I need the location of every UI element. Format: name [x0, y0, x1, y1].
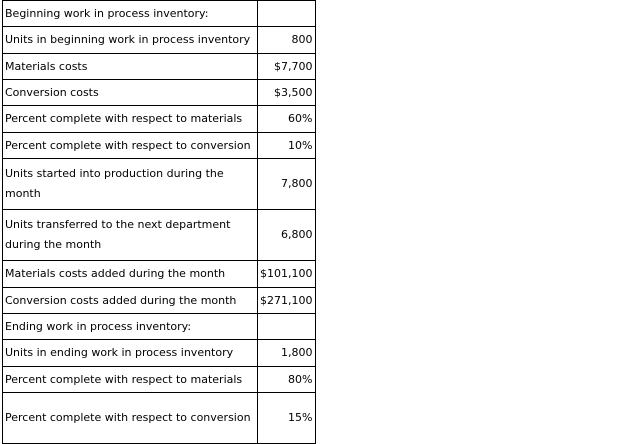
row-label: Conversion costs [3, 80, 258, 106]
row-value: 15% [258, 393, 316, 444]
table-row [3, 210, 316, 261]
table-row [3, 1, 316, 27]
row-value [258, 314, 316, 340]
row-label: Units transferred to the next department during the month [3, 210, 258, 261]
row-label: Materials costs added during the month [3, 261, 258, 288]
row-value: 10% [258, 133, 316, 159]
row-value [258, 1, 316, 27]
row-label: Percent complete with respect to conversion [3, 393, 258, 444]
process-costing-table [2, 0, 316, 444]
row-value: 6,800 [258, 210, 316, 261]
row-label: Ending work in process inventory: [3, 314, 258, 340]
table-row [3, 27, 316, 54]
row-label: Materials costs [3, 54, 258, 80]
table-row [3, 261, 316, 288]
table-row [3, 54, 316, 80]
table-row [3, 133, 316, 159]
row-label: Beginning work in process inventory: [3, 1, 258, 27]
table-row [3, 80, 316, 106]
row-value: $271,100 [258, 288, 316, 314]
table-row [3, 106, 316, 133]
row-value: 800 [258, 27, 316, 54]
row-value: 1,800 [258, 340, 316, 367]
row-value: 7,800 [258, 159, 316, 210]
table-row [3, 340, 316, 367]
row-value: 60% [258, 106, 316, 133]
row-value: $101,100 [258, 261, 316, 288]
row-label: Percent complete with respect to materials [3, 367, 258, 393]
row-label: Units started into production during the month [3, 159, 258, 210]
row-value: $7,700 [258, 54, 316, 80]
table-row [3, 288, 316, 314]
row-label: Percent complete with respect to materials [3, 106, 258, 133]
table-row [3, 367, 316, 393]
row-value: 80% [258, 367, 316, 393]
table-row [3, 314, 316, 340]
table-row [3, 393, 316, 444]
row-value: $3,500 [258, 80, 316, 106]
row-label: Conversion costs added during the month [3, 288, 258, 314]
table-row [3, 159, 316, 210]
row-label: Units in ending work in process inventory [3, 340, 258, 367]
row-label: Percent complete with respect to conversion [3, 133, 258, 159]
row-label: Units in beginning work in process inventory [3, 27, 258, 54]
